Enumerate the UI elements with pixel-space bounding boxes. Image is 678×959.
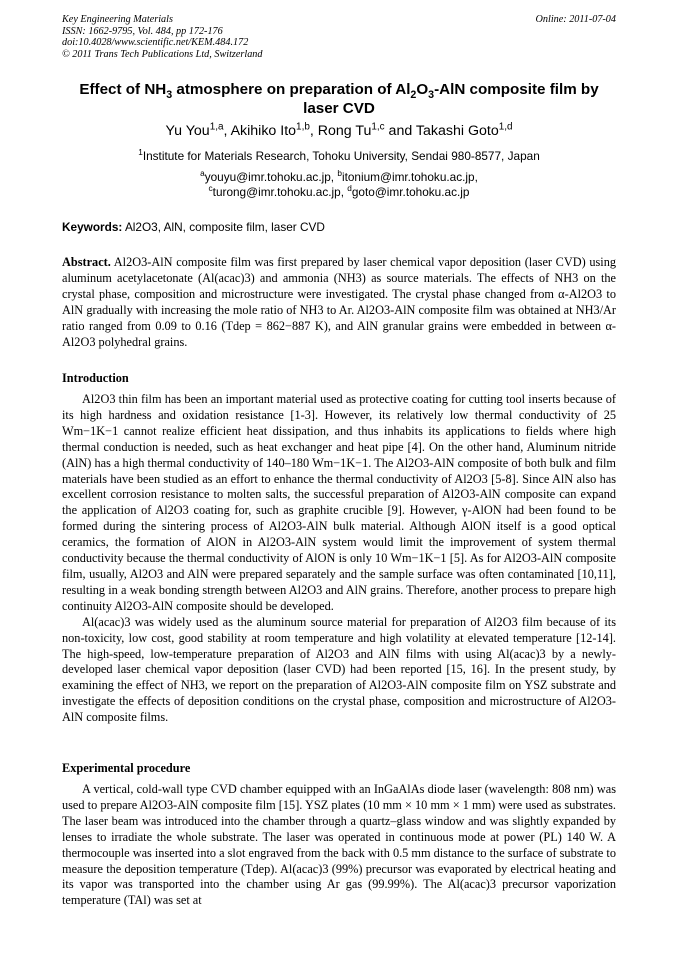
intro-paragraph-1: Al2O3 thin film has been an important material used as protective coating for cutting tool inserts because of its high hardness and oxidation resistance [1-3]. However, its relatively low thermal conductivity of 25 Wm−1K−1 cannot realize efficient heat dissipation, and thus inhabits its applications to fields where high thermal conduction is needed, such as heat exchanger and heat pipe [4]. On the other hand, Aluminum nitride (AlN) has a high thermal conductivity of 140–180 Wm−1K−1. The Al2O3-AlN composite of both bulk and film materials have been studied as an effort to enhance the thermal conductivity of Al2O3 [5-8]. Since AlN also has excellent corrosion resistance to molten salts, the successful preparation of Al2O3-AlN composite can expand the application of Al2O3 coating for, such as graphite crucible [9]. However, γ-AlON had been found to be formed during the sintering process of Al2O3-AlN bulk material. Although AlON itself is a good optical ceramics, the formation of AlON in Al2O3-AlN system would limit the improvement of system thermal conductivity because the thermal conductivity of AlON is only 10 Wm−1K−1 [5]. As for Al2O3-AlN composite film, usually, Al2O3 and AlN were prepared separately and the sample surface was often contaminated [10,11], resulting in a weak bonding strength between Al2O3 and AlN grains. Therefore, another process to prepare high continuity Al2O3-AlN composite should be developed. xyxy=(62,392,616,613)
journal-name: Key Engineering Materials xyxy=(62,14,173,25)
journal-header xyxy=(62,14,262,60)
abstract-text: Al2O3-AlN composite film was first prepared by laser chemical vapor deposition (laser CVD) using aluminum acetylacetonate (Al(acac)3) and ammonia (NH3) as source materials. The effects of NH3 on the crystal phase, composition and microstructure were investigated. The crystal phase changed from α-Al2O3 to AlN gradually with increasing the mole ratio of NH3 to Ar. Al2O3-AlN composite film was obtained at NH3/Ar ratio ranged from 0.09 to 0.16 (Tdep = 862−887 K), and AlN granular grains were embedded in between α-Al2O3 polyhedral grains. xyxy=(62,255,616,349)
keywords-label: Keywords: xyxy=(62,220,123,234)
keywords-text: Al2O3, AlN, composite film, laser CVD xyxy=(122,220,325,234)
abstract-label: Abstract. xyxy=(62,255,111,269)
section-heading-experimental: Experimental procedure xyxy=(62,761,191,775)
email-d: goto@imr.tohoku.ac.jp xyxy=(351,185,470,199)
journal-issn: ISSN: 1662-9795, Vol. 484, pp 172-176 xyxy=(62,25,223,37)
experimental-body xyxy=(62,782,616,909)
email-a: youyu@imr.tohoku.ac.jp, xyxy=(204,170,338,184)
intro-paragraph-2: Al(acac)3 was widely used as the aluminum source material for preparation of Al2O3 film because of its non-toxicity, low cost, good stability at room temperature and high volatility at elevated temperature [12-14]. The high-speed, low-temperature preparation of Al2O3 and AlN films with using Al(acac)3 by a newly-developed laser chemical vapor deposition (laser CVD) had been reported [15, 16]. In the present study, by examining the effect of NH3, we report on the preparation of Al2O3-AlN composite film on YSZ substrate and investigate the effects of deposition conditions on the crystal phase, composition and microstructure of Al2O3-AlN composite films. xyxy=(62,614,616,725)
keywords xyxy=(62,220,616,235)
section-heading-introduction: Introduction xyxy=(62,371,129,385)
paper-title xyxy=(62,80,616,118)
online-date: Online: 2011-07-04 xyxy=(535,14,616,25)
author-emails: $^a$youyu@imr.tohoku.ac.jp, $^b$itonium@imr.tohoku.ac.jp, $^c$turong@imr.tohoku.ac.jp, $^d$goto@imr.tohoku.ac.jp xyxy=(200,169,478,199)
abstract xyxy=(62,255,616,350)
journal-copyright: © 2011 Trans Tech Publications Ltd, Switzerland xyxy=(62,48,263,60)
title-line-1: Effect of $NH_3$ atmosphere on preparation of $Al_2O_3$-AlN composite film by xyxy=(79,81,599,102)
title-line-2: laser CVD xyxy=(303,100,375,117)
affiliation: $^1$Institute for Materials Research, Tohoku University, Sendai 980-8577, Japan xyxy=(138,148,540,163)
email-b: itonium@imr.tohoku.ac.jp, xyxy=(341,170,478,184)
exp-paragraph-1: A vertical, cold-wall type CVD chamber equipped with an InGaAlAs diode laser (wavelength: 808 nm) was used to prepare Al2O3-AlN composite film [15]. YSZ plates (10 mm × 10 mm × 1 mm) were used as substrates. The laser beam was introduced into the chamber through a quartz–glass window and was slightly expanded by lenses to irradiate the whole substrate. The laser was operated in continuous mode at power (PL) 140 W. A thermocouple was inserted into a slot engraved from the back with 0.5 mm distance to the surface of substrate to measure the deposition temperature (Tdep). Al(acac)3 (99%) precursor was evaporated by electrical heating and its vapor was transported into the chamber using Ar gas (99.99%). The Al(acac)3 precursor vaporization temperature (TAl) was set at xyxy=(62,782,616,908)
email-c: turong@imr.tohoku.ac.jp, xyxy=(212,185,348,199)
author-list: Yu You$^{1,a}$, Akihiko Ito$^{1,b}$, Rong Tu$^{1,c}$ and Takashi Goto$^{1,d}$ xyxy=(165,121,513,139)
journal-doi: doi:10.4028/www.scientific.net/KEM.484.172 xyxy=(62,37,249,49)
introduction-body xyxy=(62,392,616,726)
